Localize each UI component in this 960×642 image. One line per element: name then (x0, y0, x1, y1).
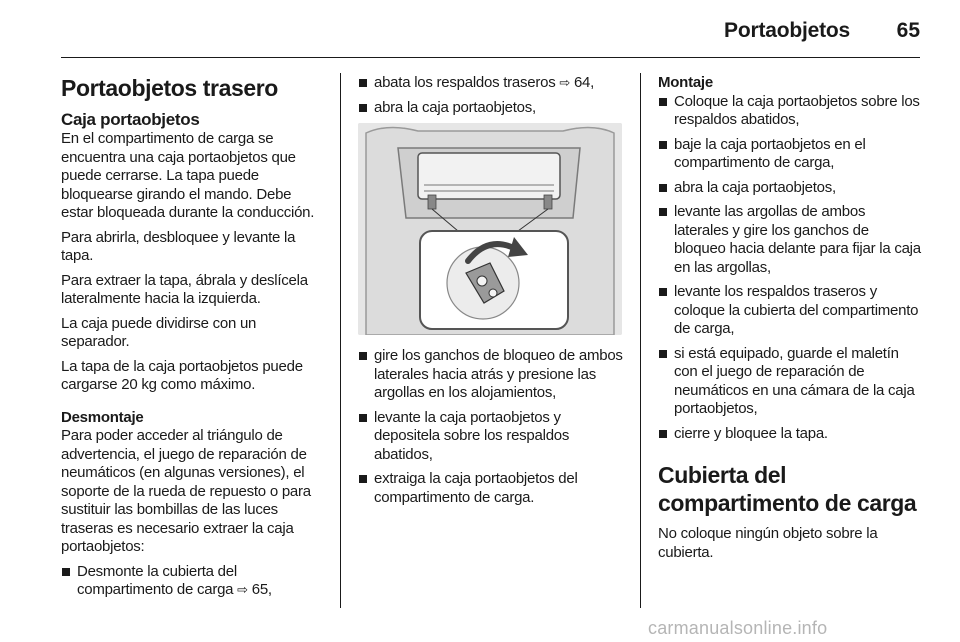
list-item-text: gire los ganchos de bloqueo de ambos laterales hacia atrás y presione las argollas en los alojamientos, (374, 347, 623, 401)
removal-label: Desmontaje (61, 408, 144, 426)
bullet-square-icon (659, 184, 667, 192)
list-item (658, 136, 922, 173)
list-item (358, 470, 624, 507)
bullet-square-icon (359, 414, 367, 422)
paragraph: La caja puede dividirse con un separador. (61, 314, 257, 350)
page-reference-arrow-icon: ⇨ (559, 75, 571, 90)
install-label: Montaje (658, 74, 713, 91)
page-reference-arrow-icon: ⇨ (237, 582, 248, 597)
bullet-square-icon (659, 208, 667, 216)
column-divider-2 (640, 73, 641, 608)
paragraph: En el compartimento de carga se encuentra una caja portaobjetos que puede cerrarse. La tapa puede bloquearse girando el mando. Debe estar bloqueada durante la conducción. (61, 130, 315, 221)
page-number: 65 (896, 19, 920, 42)
list-item (658, 93, 922, 130)
bullet-square-icon (62, 568, 70, 576)
watermark: carmanualsonline.info (648, 618, 828, 638)
list-item-text: si está equipado, guarde el maletín con el juego de reparación de neumáticos en una cámara de la caja portaobjetos, (674, 344, 915, 417)
removal-steps-list-2 (358, 347, 624, 507)
paragraph: No coloque ningún objeto sobre la cubierta. (658, 525, 878, 561)
list-item (658, 425, 922, 444)
list-item-text: levante la caja portaobjetos y depositela sobre los respaldos abatidos, (374, 408, 570, 463)
list-item (658, 203, 922, 277)
list-item-text: levante los respaldos traseros y coloque la cubierta del compartimento de carga, (674, 283, 919, 337)
subsection-title-storage-box: Caja portaobjetos (61, 110, 200, 129)
removal-list (61, 563, 327, 600)
page-reference: 65, (251, 581, 272, 598)
bullet-square-icon (659, 430, 667, 438)
removal-text: Para poder acceder al triángulo de advertencia, el juego de reparación de neumáticos (en algunas versiones), el soporte de la rueda de repuesto o para sustituir las bombillas de las luces traseras es necesario extraer la caja portaobjetos: (61, 427, 311, 555)
bullet-square-icon (359, 104, 367, 112)
list-item (658, 345, 922, 419)
list-item (358, 409, 624, 465)
bullet-square-icon (659, 288, 667, 296)
section-title-cargo-cover: Cubierta del compartimento de carga (658, 462, 917, 516)
bullet-square-icon (359, 79, 367, 87)
list-item (658, 179, 922, 198)
list-item-text: baje la caja portaobjetos en el compartimento de carga, (674, 135, 866, 171)
column-divider-1 (340, 73, 341, 608)
page-reference: 64, (573, 74, 595, 91)
list-item-text: extraiga la caja portaobjetos del compartimento de carga. (374, 470, 578, 506)
removal-steps-list (358, 74, 624, 117)
header-rule (61, 57, 920, 58)
list-item-text: abra la caja portaobjetos, (674, 178, 836, 196)
storage-box-illustration-svg (358, 123, 622, 335)
list-item (358, 99, 624, 118)
section-title-rear-storage: Portaobjetos trasero (61, 75, 278, 101)
paragraph: La tapa de la caja portaobjetos puede cargarse 20 kg como máximo. (61, 357, 303, 393)
column-1 (61, 74, 327, 606)
list-item-text: abra la caja portaobjetos, (374, 98, 536, 116)
list-item (658, 283, 922, 339)
column-2 (358, 74, 624, 513)
list-item (358, 347, 624, 403)
list-item (358, 74, 624, 93)
bullet-square-icon (659, 350, 667, 358)
bullet-square-icon (359, 352, 367, 360)
bullet-square-icon (659, 141, 667, 149)
storage-box-illustration (358, 123, 622, 335)
install-steps-list (658, 93, 922, 444)
bullet-square-icon (659, 98, 667, 106)
running-title: Portaobjetos (724, 19, 850, 42)
bullet-square-icon (359, 475, 367, 483)
list-item (61, 563, 327, 600)
column-3 (658, 74, 922, 568)
paragraph: Para extraer la tapa, ábrala y deslícela lateralmente hacia la izquierda. (61, 271, 308, 307)
list-item-text: Desmonte la cubierta del compartimento de carga (77, 562, 237, 598)
list-item-text: levante las argollas de ambos laterales y gire los ganchos de bloqueo hacia delante para fijar la caja en las argollas, (674, 203, 921, 276)
list-item-text: Coloque la caja portaobjetos sobre los respaldos abatidos, (674, 92, 920, 128)
list-item-text: cierre y bloquee la tapa. (674, 424, 828, 442)
paragraph: Para abrirla, desbloquee y levante la tapa. (61, 228, 296, 264)
list-item-text: abata los respaldos traseros (374, 74, 556, 91)
